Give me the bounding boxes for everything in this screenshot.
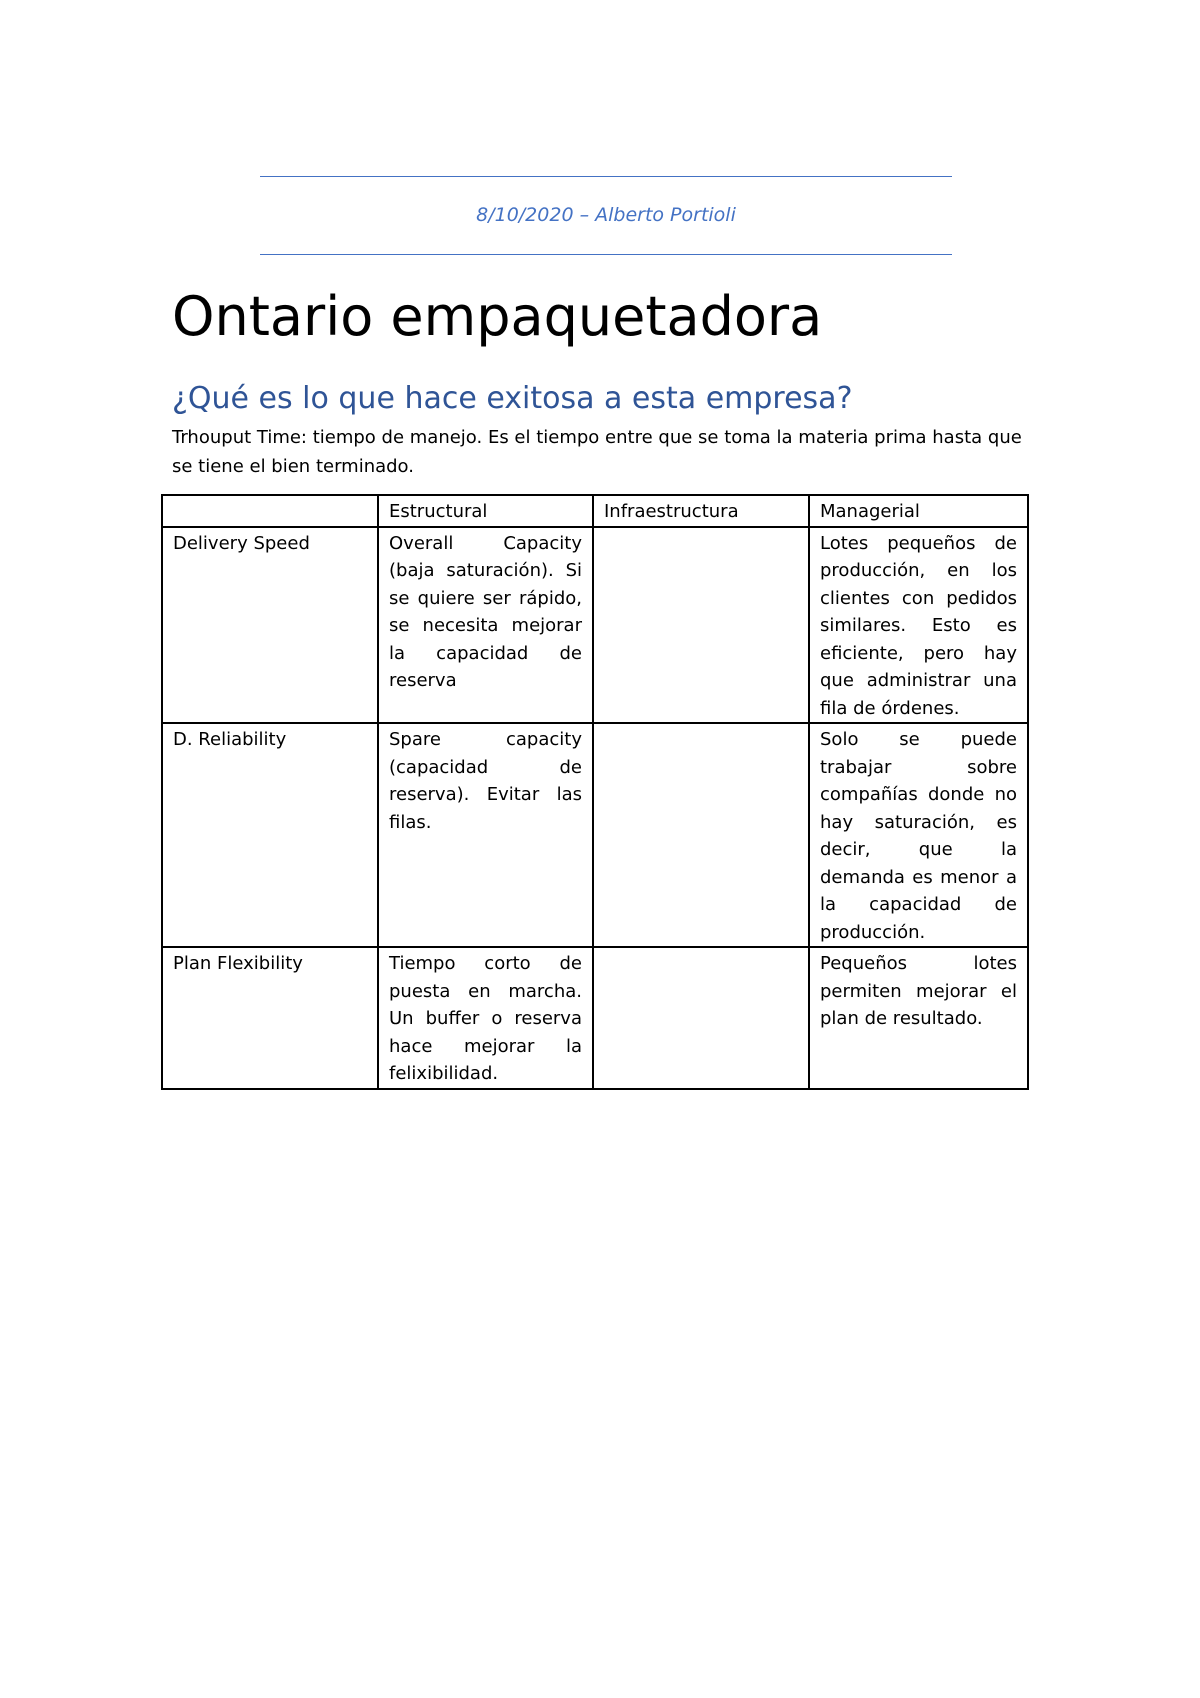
header-date-author: 8/10/2020 – Alberto Portioli bbox=[476, 204, 736, 226]
estructural-cell: Overall Capacity (baja saturación). Si se quiere ser rápido, se necesita mejorar la capacidad de reserva bbox=[378, 527, 593, 724]
managerial-cell: Solo se puede trabajar sobre compañías donde no hay saturación, es decir, que la demanda es menor a la capacidad de producción. bbox=[809, 723, 1028, 947]
managerial-cell: Lotes pequeños de producción, en los clientes con pedidos similares. Esto es eficiente, pero hay que administrar una fila de órdenes. bbox=[809, 527, 1028, 724]
document-title: Ontario empaquetadora bbox=[172, 285, 823, 348]
header-cell-managerial: Managerial bbox=[809, 495, 1028, 527]
managerial-cell: Pequeños lotes permiten mejorar el plan de resultado. bbox=[809, 947, 1028, 1089]
infraestructura-cell bbox=[593, 527, 809, 724]
header-cell-estructural: Estructural bbox=[378, 495, 593, 527]
competitive-priorities-table bbox=[161, 494, 1029, 1090]
table-row bbox=[162, 723, 1028, 947]
table-row bbox=[162, 947, 1028, 1089]
header-cell-empty bbox=[162, 495, 378, 527]
estructural-cell: Tiempo corto de puesta en marcha. Un buffer o reserva hace mejorar la felixibilidad. bbox=[378, 947, 593, 1089]
row-label-cell: Delivery Speed bbox=[162, 527, 378, 724]
document-subtitle: ¿Qué es lo que hace exitosa a esta empresa? bbox=[172, 381, 853, 416]
header-bottom-rule bbox=[260, 254, 952, 255]
header-top-rule bbox=[260, 176, 952, 177]
row-label-cell: Plan Flexibility bbox=[162, 947, 378, 1089]
infraestructura-cell bbox=[593, 947, 809, 1089]
body-paragraph: Trhouput Time: tiempo de manejo. Es el tiempo entre que se toma la materia prima hasta que se tiene el bien terminado. bbox=[172, 427, 1022, 477]
header-cell-infraestructura: Infraestructura bbox=[593, 495, 809, 527]
table-header-row bbox=[162, 495, 1028, 527]
estructural-cell: Spare capacity (capacidad de reserva). Evitar las filas. bbox=[378, 723, 593, 947]
table-row bbox=[162, 527, 1028, 724]
page-header bbox=[260, 176, 952, 255]
row-label-cell: D. Reliability bbox=[162, 723, 378, 947]
infraestructura-cell bbox=[593, 723, 809, 947]
